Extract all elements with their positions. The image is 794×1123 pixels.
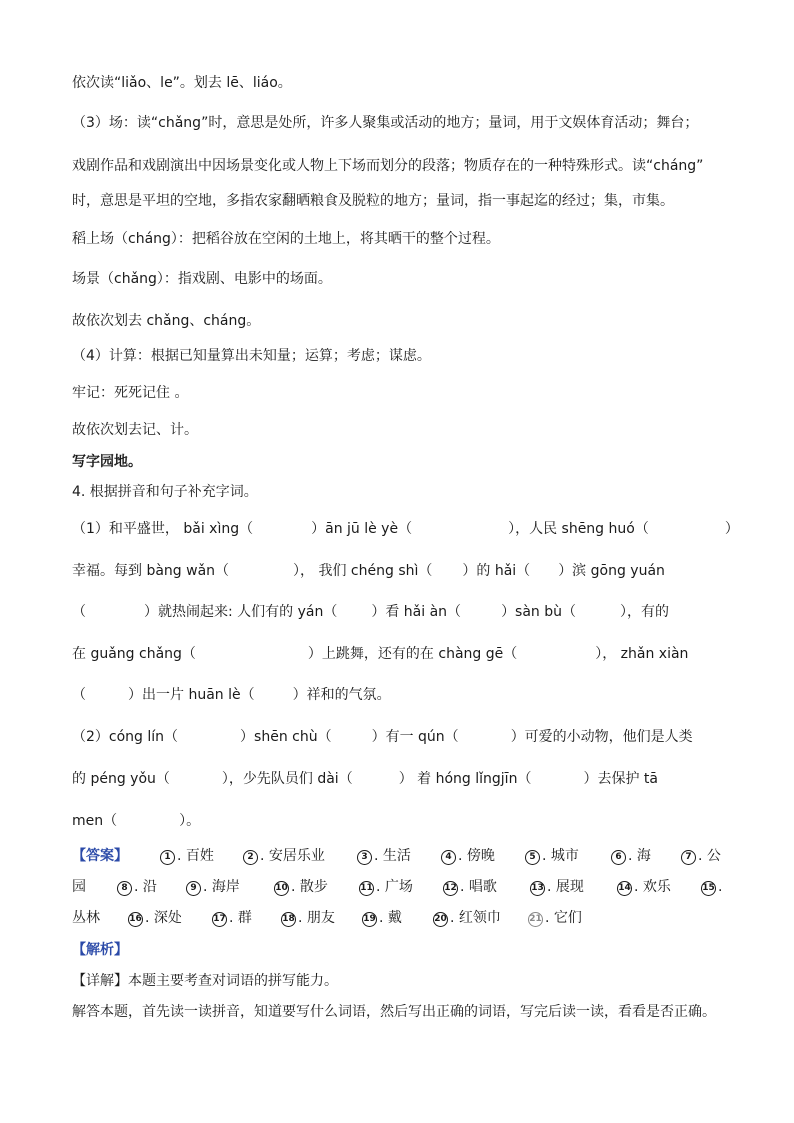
- answer-item: 11 . 广场: [360, 879, 413, 895]
- answer-item: 21 . 它们: [529, 910, 582, 926]
- answer-item: 1 . 百姓: [160, 846, 214, 866]
- answer-word: 唱歌: [468, 879, 497, 895]
- fill-row: 的 péng yǒu（ ），少先队员们 dài（ ） 着 hóng lǐngjīn（ ）去保护 tā: [72, 771, 658, 787]
- answer-word: 园: [72, 879, 86, 895]
- answer-number: 8: [117, 881, 132, 896]
- answer-word: 百姓: [185, 848, 214, 864]
- answer-item: 14 . 欢乐: [618, 879, 671, 895]
- answer-word: 戴: [387, 910, 402, 926]
- answer-word: 城市: [550, 848, 579, 864]
- answer-item: 6 . 海: [611, 846, 651, 866]
- answer-item: 3 . 生活: [357, 846, 411, 866]
- detail-line: 【详解】本题主要考查对词语的拼写能力。: [72, 973, 338, 989]
- answer-number: 16: [128, 912, 143, 927]
- answer-word: 展现: [555, 879, 584, 895]
- text-line: （4）计算：根据已知量算出未知量；运算；考虑；谋虑。: [72, 348, 431, 364]
- answer-number: 4: [441, 850, 456, 865]
- answer-word: 公: [706, 848, 721, 864]
- answer-word: 它们: [553, 910, 582, 926]
- answer-word: 海岸: [211, 879, 240, 895]
- answer-item: 18 . 朋友: [282, 910, 335, 926]
- answer-item: 12 . 唱歌: [444, 879, 497, 895]
- fill-row: men（ ）。: [72, 813, 201, 829]
- answer-item: 10 . 散步: [275, 879, 328, 895]
- answer-word: 红领巾: [458, 910, 501, 926]
- answer-word: 欢乐: [642, 879, 671, 895]
- answer-number: 1: [160, 850, 175, 865]
- answer-item: 9 . 海岸: [186, 877, 240, 897]
- answer-word: 生活: [382, 848, 411, 864]
- text-line: 故依次划去 chǎng、cháng。: [72, 313, 261, 329]
- answer-number: 9: [186, 881, 201, 896]
- answer-number: 18: [281, 912, 296, 927]
- fill-row: 幸福。每到 bàng wǎn（ ）， 我们 chéng shì（ ）的 hǎi（ ）滨 gōng yuán: [72, 563, 665, 579]
- answer-word: 海: [636, 848, 651, 864]
- answer-number: 7: [681, 850, 696, 865]
- answer-word: 安居乐业: [268, 848, 325, 864]
- text-line: 戏剧作品和戏剧演出中因场景变化或人物上下场而划分的段落；物质存在的一种特殊形式。读“cháng”: [72, 158, 704, 174]
- answer-item: 5 . 城市: [525, 846, 579, 866]
- answer-word: 丛林: [72, 910, 100, 926]
- answer-item: 17 . 群: [213, 910, 252, 926]
- text-line: 依次读“liǎo、le”。划去 lē、liáo。: [72, 75, 292, 91]
- answer-word: 朋友: [306, 910, 335, 926]
- text-line: 解答本题，首先读一读拼音，知道要写什么词语，然后写出正确的词语，写完后读一读，看看是否正确。: [72, 1004, 716, 1020]
- fill-row: （ ）出一片 huān lè（ ）祥和的气氛。: [72, 687, 391, 703]
- text-line: 场景（chǎng）：指戏剧、电影中的场面。: [72, 271, 332, 287]
- answer-item: [72, 877, 86, 897]
- answer-number: 13: [530, 881, 545, 896]
- answer-number: 6: [611, 850, 626, 865]
- text-line: （3）场：读“chǎng”时，意思是处所，许多人聚集或活动的地方；量词，用于文娱体育活动；舞台；: [72, 115, 699, 131]
- answer-word: 沿: [142, 879, 157, 895]
- answer-item: 20 . 红领巾: [434, 910, 501, 926]
- answer-number: 11: [359, 881, 374, 896]
- fill-row: （2）cóng lín（ ）shēn chù（ ）有一 qún（ ）可爱的小动物，他们是人类: [72, 729, 693, 745]
- answer-number: 14: [617, 881, 632, 896]
- answer-item: 16 . 深处: [129, 910, 182, 926]
- answer-number: 2: [243, 850, 258, 865]
- answer-number: 3: [357, 850, 372, 865]
- fill-row: （ ）就热闹起来: 人们有的 yán（ ）看 hǎi àn（ ）sàn bù（ ），有的: [72, 604, 670, 620]
- answer-item: 7 . 公: [681, 846, 721, 866]
- answer-label: 【答案】: [72, 848, 128, 864]
- analysis-label: 【解析】: [72, 942, 128, 958]
- answer-item: 15 .: [702, 879, 723, 895]
- answer-item: 13 . 展现: [531, 879, 584, 895]
- text-line: 故依次划去记、计。: [72, 422, 198, 438]
- answer-item: [72, 908, 100, 928]
- answer-item: 2 . 安居乐业: [243, 846, 325, 866]
- fill-row: （1）和平盛世， bǎi xìng（ ）ān jū lè yè（ ），人民 shēng huó（ ）: [72, 521, 739, 537]
- section-title: 写字园地。: [72, 454, 142, 470]
- answer-number: 17: [212, 912, 227, 927]
- answer-item: 19 . 戴: [363, 910, 402, 926]
- answer-number: 10: [274, 881, 289, 896]
- answer-word: 深处: [153, 910, 182, 926]
- answer-word: 傍晚: [466, 848, 495, 864]
- question-title: 4. 根据拼音和句子补充字词。: [72, 484, 258, 500]
- fill-row: 在 guǎng chǎng（ ）上跳舞，还有的在 chàng gē（ ）， zhǎn xiàn: [72, 646, 689, 662]
- answer-number: 12: [443, 881, 458, 896]
- answer-number: 15: [701, 881, 716, 896]
- answer-number: 19: [362, 912, 377, 927]
- answer-word: 广场: [384, 879, 413, 895]
- text-line: 牢记：死死记住 。: [72, 385, 189, 401]
- answer-item: 4 . 傍晚: [441, 846, 495, 866]
- answer-number: 21: [528, 912, 543, 927]
- text-line: 稻上场（cháng）：把稻谷放在空闲的土地上，将其晒干的整个过程。: [72, 231, 500, 247]
- text-line: 时，意思是平坦的空地，多指农家翻晒粮食及脱粒的地方；量词，指一事起迄的经过；集，市集。: [72, 193, 674, 209]
- answer-word: 散步: [299, 879, 328, 895]
- answer-number: 20: [433, 912, 448, 927]
- answer-item: 8 . 沿: [117, 877, 157, 897]
- answer-number: 5: [525, 850, 540, 865]
- answer-word: 群: [237, 910, 252, 926]
- detail-label: 【详解】: [72, 973, 128, 989]
